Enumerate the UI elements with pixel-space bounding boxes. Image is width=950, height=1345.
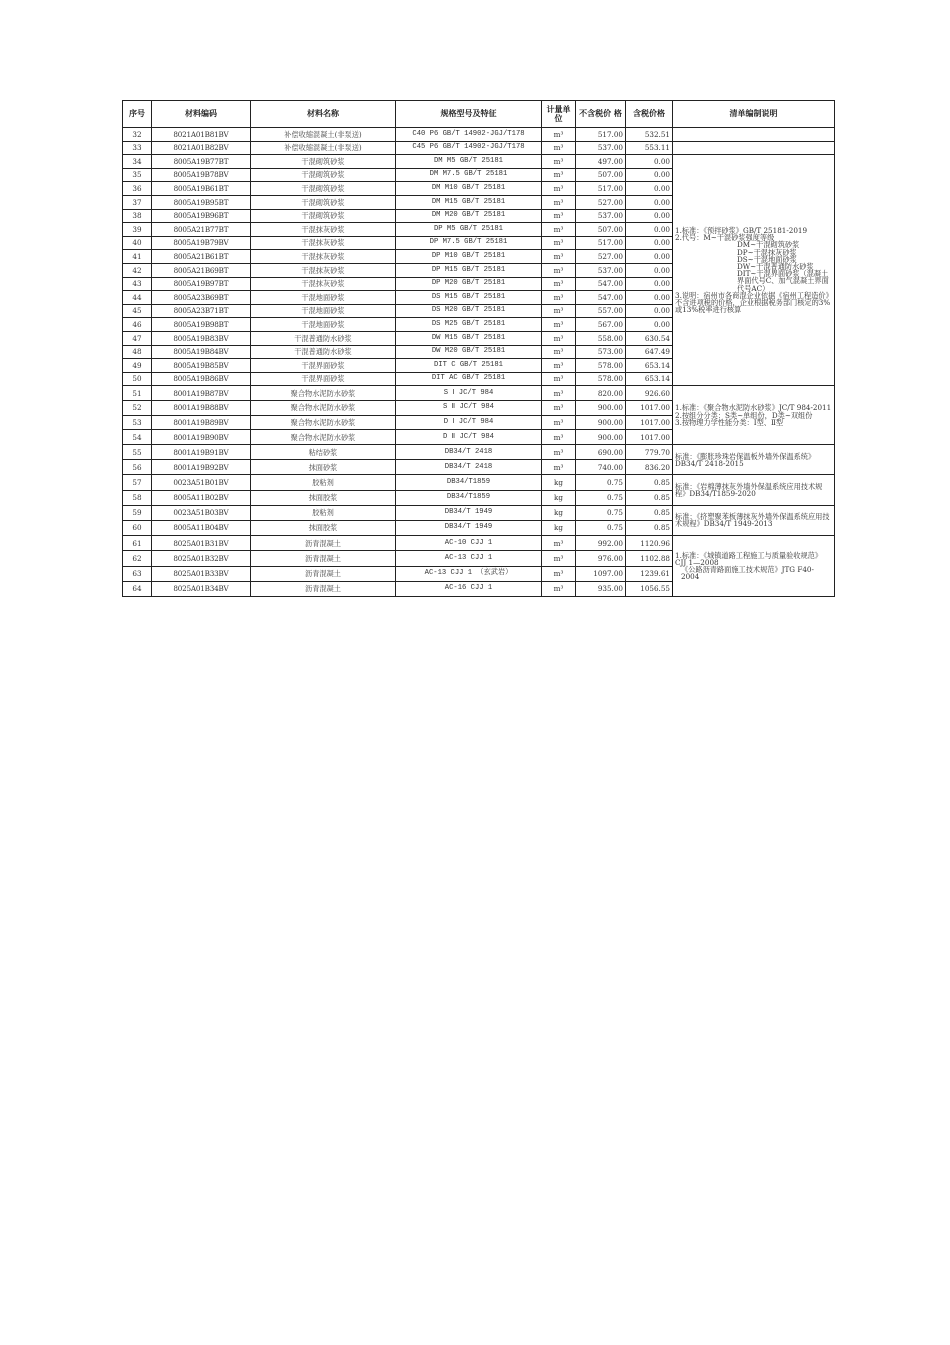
spec-cell: DW M15 GB/T 25181 xyxy=(396,331,542,345)
price-inc-tax-cell: 0.00 xyxy=(626,263,673,277)
unit-cell: m³ xyxy=(542,236,576,250)
price-ex-tax-cell: 820.00 xyxy=(576,386,626,401)
material-code-cell: 8005A19B84BV xyxy=(152,345,251,359)
unit-cell: m³ xyxy=(542,168,576,182)
spec-cell: DP M5 GB/T 25181 xyxy=(396,223,542,237)
material-code-cell: 8001A19B89BV xyxy=(152,415,251,430)
unit-cell: m³ xyxy=(542,331,576,345)
material-name-cell: 干混砌筑砂浆 xyxy=(251,195,396,209)
material-name-cell: 抹面胶浆 xyxy=(251,490,396,505)
row-number-cell: 47 xyxy=(123,331,152,345)
material-name-cell: 胶粘剂 xyxy=(251,475,396,490)
note-cell xyxy=(673,128,835,142)
price-ex-tax-cell: 690.00 xyxy=(576,445,626,460)
unit-cell: m³ xyxy=(542,460,576,475)
row-number-cell: 49 xyxy=(123,359,152,373)
price-inc-tax-cell: 0.00 xyxy=(626,304,673,318)
unit-cell: kg xyxy=(542,475,576,490)
material-name-cell: 干混砌筑砂浆 xyxy=(251,182,396,196)
table-row xyxy=(123,445,835,460)
note-line: 2.按组分分类：S类~单组份，D类~双组份 xyxy=(675,410,813,420)
price-inc-tax-cell: 0.00 xyxy=(626,182,673,196)
material-name-cell: 补偿收缩混凝土(非泵送) xyxy=(251,128,396,142)
unit-cell: m³ xyxy=(542,536,576,551)
price-ex-tax-cell: 527.00 xyxy=(576,250,626,264)
material-code-cell: 8021A01B82BV xyxy=(152,141,251,155)
material-name-cell: 干混界面砂浆 xyxy=(251,372,396,386)
header-note: 清单编制说明 xyxy=(673,101,835,128)
row-number-cell: 32 xyxy=(123,128,152,142)
row-number-cell: 48 xyxy=(123,345,152,359)
unit-cell: m³ xyxy=(542,250,576,264)
unit-cell: kg xyxy=(542,490,576,505)
spec-cell: DB34/T1859 xyxy=(396,475,542,490)
table-row xyxy=(123,505,835,520)
table-row xyxy=(123,141,835,155)
row-number-cell: 42 xyxy=(123,263,152,277)
price-inc-tax-cell: 1056.55 xyxy=(626,581,673,596)
row-number-cell: 60 xyxy=(123,520,152,535)
table-row xyxy=(123,128,835,142)
price-inc-tax-cell: 1239.61 xyxy=(626,566,673,581)
material-code-cell: 8005A19B61BT xyxy=(152,182,251,196)
unit-cell: m³ xyxy=(542,195,576,209)
header-unit: 计量单位 xyxy=(542,101,576,128)
price-inc-tax-cell: 1017.00 xyxy=(626,415,673,430)
price-ex-tax-cell: 1097.00 xyxy=(576,566,626,581)
price-ex-tax-cell: 558.00 xyxy=(576,331,626,345)
material-code-cell: 8005A21B61BT xyxy=(152,250,251,264)
material-name-cell: 干混抹灰砂浆 xyxy=(251,223,396,237)
material-code-cell: 8005A11B04BV xyxy=(152,520,251,535)
price-ex-tax-cell: 537.00 xyxy=(576,263,626,277)
spec-cell: DB34/T 1949 xyxy=(396,520,542,535)
material-name-cell: 干混砌筑砂浆 xyxy=(251,155,396,169)
material-name-cell: 聚合物水泥防水砂浆 xyxy=(251,386,396,401)
material-name-cell: 干混普通防水砂浆 xyxy=(251,331,396,345)
spec-cell: C45 P6 GB/T 14902-JGJ/T178 xyxy=(396,141,542,155)
material-code-cell: 8005A11B02BV xyxy=(152,490,251,505)
price-inc-tax-cell: 0.00 xyxy=(626,250,673,264)
price-inc-tax-cell: 926.60 xyxy=(626,386,673,401)
row-number-cell: 39 xyxy=(123,223,152,237)
note-line: 1.标准：《城镇道路工程施工与质量验收规范》CJJ 1—2008 xyxy=(675,550,823,567)
spec-cell: AC-16 CJJ 1 xyxy=(396,581,542,596)
material-code-cell: 8025A01B34BV xyxy=(152,581,251,596)
spec-cell: DP M7.5 GB/T 25181 xyxy=(396,236,542,250)
material-name-cell: 聚合物水泥防水砂浆 xyxy=(251,400,396,415)
price-ex-tax-cell: 578.00 xyxy=(576,359,626,373)
row-number-cell: 54 xyxy=(123,430,152,445)
price-inc-tax-cell: 1120.96 xyxy=(626,536,673,551)
row-number-cell: 34 xyxy=(123,155,152,169)
material-code-cell: 8021A01B81BV xyxy=(152,128,251,142)
table-row xyxy=(123,536,835,551)
unit-cell: m³ xyxy=(542,318,576,332)
unit-cell: m³ xyxy=(542,304,576,318)
price-inc-tax-cell: 0.00 xyxy=(626,209,673,223)
material-code-cell: 8001A19B88BV xyxy=(152,400,251,415)
material-code-cell: 0023A51B03BV xyxy=(152,505,251,520)
note-cell xyxy=(673,536,835,597)
material-code-cell: 8005A19B86BV xyxy=(152,372,251,386)
price-inc-tax-cell: 779.70 xyxy=(626,445,673,460)
price-inc-tax-cell: 630.54 xyxy=(626,331,673,345)
unit-cell: m³ xyxy=(542,141,576,155)
spec-cell: DP M15 GB/T 25181 xyxy=(396,263,542,277)
row-number-cell: 59 xyxy=(123,505,152,520)
spec-cell: DP M10 GB/T 25181 xyxy=(396,250,542,264)
row-number-cell: 62 xyxy=(123,551,152,566)
unit-cell: m³ xyxy=(542,581,576,596)
note-line: 3.说明：宿州市各商混企业依据《宿州工程造价》不含进项税的价格，企业根据税务部门核定的3%或13%税率进行核算 xyxy=(675,290,831,315)
note-line: 2.代号：M~干混砂浆强度等级 xyxy=(675,233,775,243)
material-name-cell: 干混抹灰砂浆 xyxy=(251,277,396,291)
material-code-cell: 8001A19B91BV xyxy=(152,445,251,460)
material-name-cell: 干混地面砂浆 xyxy=(251,318,396,332)
material-name-cell: 干混地面砂浆 xyxy=(251,291,396,305)
material-name-cell: 胶粘剂 xyxy=(251,505,396,520)
row-number-cell: 38 xyxy=(123,209,152,223)
table-body xyxy=(123,128,835,597)
material-code-cell: 8005A19B95BT xyxy=(152,195,251,209)
note-text: 标准：《挤塑聚苯板薄抹灰外墙外保温系统应用技术规程》DB34/T 1949-2013 xyxy=(675,512,830,529)
row-number-cell: 45 xyxy=(123,304,152,318)
material-code-cell: 8005A19B83BV xyxy=(152,331,251,345)
price-inc-tax-cell: 532.51 xyxy=(626,128,673,142)
spec-cell: DB34/T 2418 xyxy=(396,460,542,475)
material-code-cell: 8025A01B33BV xyxy=(152,566,251,581)
row-number-cell: 46 xyxy=(123,318,152,332)
price-inc-tax-cell: 0.85 xyxy=(626,520,673,535)
spec-cell: AC-13 CJJ 1 （玄武岩） xyxy=(396,566,542,581)
spec-cell: C40 P6 GB/T 14902-JGJ/T178 xyxy=(396,128,542,142)
spec-cell: DW M20 GB/T 25181 xyxy=(396,345,542,359)
spec-cell: S Ⅰ JC/T 984 xyxy=(396,386,542,401)
material-code-cell: 8005A19B85BV xyxy=(152,359,251,373)
spec-cell: DS M15 GB/T 25181 xyxy=(396,291,542,305)
price-inc-tax-cell: 653.14 xyxy=(626,359,673,373)
row-number-cell: 41 xyxy=(123,250,152,264)
row-number-cell: 53 xyxy=(123,415,152,430)
unit-cell: m³ xyxy=(542,182,576,196)
row-number-cell: 63 xyxy=(123,566,152,581)
price-inc-tax-cell: 0.85 xyxy=(626,475,673,490)
unit-cell: m³ xyxy=(542,430,576,445)
spec-cell: DB34/T 1949 xyxy=(396,505,542,520)
material-code-cell: 8001A19B90BV xyxy=(152,430,251,445)
table-row xyxy=(123,386,835,401)
price-inc-tax-cell: 0.00 xyxy=(626,168,673,182)
price-ex-tax-cell: 900.00 xyxy=(576,400,626,415)
spec-cell: DM M5 GB/T 25181 xyxy=(396,155,542,169)
unit-cell: kg xyxy=(542,520,576,535)
material-name-cell: 沥青混凝土 xyxy=(251,536,396,551)
spec-cell: DS M25 GB/T 25181 xyxy=(396,318,542,332)
unit-cell: m³ xyxy=(542,263,576,277)
unit-cell: m³ xyxy=(542,345,576,359)
price-ex-tax-cell: 935.00 xyxy=(576,581,626,596)
material-code-cell: 8005A19B77BT xyxy=(152,155,251,169)
header-no: 序号 xyxy=(123,101,152,128)
unit-cell: m³ xyxy=(542,277,576,291)
unit-cell: m³ xyxy=(542,445,576,460)
header-spec: 规格型号及特征 xyxy=(396,101,542,128)
material-code-cell: 8005A23B69BT xyxy=(152,291,251,305)
row-number-cell: 37 xyxy=(123,195,152,209)
spec-cell: DIT AC GB/T 25181 xyxy=(396,372,542,386)
spec-cell: D Ⅱ JC/T 984 xyxy=(396,430,542,445)
header-code: 材料编码 xyxy=(152,101,251,128)
spec-cell: S Ⅱ JC/T 984 xyxy=(396,400,542,415)
note-cell xyxy=(673,475,835,505)
price-ex-tax-cell: 740.00 xyxy=(576,460,626,475)
unit-cell: m³ xyxy=(542,359,576,373)
price-inc-tax-cell: 0.00 xyxy=(626,318,673,332)
price-ex-tax-cell: 507.00 xyxy=(576,223,626,237)
note-line: 3.按物理力学性能分类：Ⅰ型、Ⅱ型 xyxy=(675,417,784,427)
price-ex-tax-cell: 0.75 xyxy=(576,475,626,490)
price-ex-tax-cell: 527.00 xyxy=(576,195,626,209)
price-ex-tax-cell: 900.00 xyxy=(576,430,626,445)
note-cell xyxy=(673,141,835,155)
note-text: 标准：《膨胀珍珠岩保温板外墙外保温系统》DB34/T 2418-2015 xyxy=(675,451,816,468)
price-ex-tax-cell: 567.00 xyxy=(576,318,626,332)
note-text: 标准：《岩棉薄抹灰外墙外保温系统应用技术规程》DB34/T1859-2020 xyxy=(675,481,823,499)
unit-cell: m³ xyxy=(542,291,576,305)
note-cell xyxy=(673,505,835,535)
material-code-cell: 8001A19B92BV xyxy=(152,460,251,475)
spec-cell: DM M15 GB/T 25181 xyxy=(396,195,542,209)
header-row xyxy=(123,101,835,128)
material-name-cell: 干混抹灰砂浆 xyxy=(251,263,396,277)
unit-cell: m³ xyxy=(542,415,576,430)
note-line: 1.标准：《聚合物水泥防水砂浆》JC/T 984-2011 xyxy=(675,403,832,413)
spec-cell: D Ⅰ JC/T 984 xyxy=(396,415,542,430)
note-cell xyxy=(673,386,835,445)
price-ex-tax-cell: 517.00 xyxy=(576,182,626,196)
material-code-cell: 8005A23B71BT xyxy=(152,304,251,318)
note-line: DS~干混地面砂浆 xyxy=(737,254,797,264)
price-ex-tax-cell: 573.00 xyxy=(576,345,626,359)
material-price-table xyxy=(122,100,835,597)
row-number-cell: 43 xyxy=(123,277,152,291)
row-number-cell: 56 xyxy=(123,460,152,475)
price-ex-tax-cell: 517.00 xyxy=(576,236,626,250)
price-inc-tax-cell: 0.85 xyxy=(626,505,673,520)
row-number-cell: 44 xyxy=(123,291,152,305)
spec-cell: DS M20 GB/T 25181 xyxy=(396,304,542,318)
material-name-cell: 干混砌筑砂浆 xyxy=(251,209,396,223)
row-number-cell: 55 xyxy=(123,445,152,460)
material-name-cell: 干混普通防水砂浆 xyxy=(251,345,396,359)
spec-cell: DIT C GB/T 25181 xyxy=(396,359,542,373)
price-ex-tax-cell: 507.00 xyxy=(576,168,626,182)
table-row xyxy=(123,475,835,490)
price-inc-tax-cell: 1102.88 xyxy=(626,551,673,566)
spec-cell: DB34/T 2418 xyxy=(396,445,542,460)
row-number-cell: 61 xyxy=(123,536,152,551)
note-line: DW~干混普通防水砂浆 xyxy=(737,262,814,272)
header-name: 材料名称 xyxy=(251,101,396,128)
material-code-cell: 0023A51B01BV xyxy=(152,475,251,490)
row-number-cell: 58 xyxy=(123,490,152,505)
price-ex-tax-cell: 0.75 xyxy=(576,505,626,520)
material-code-cell: 8005A19B78BV xyxy=(152,168,251,182)
row-number-cell: 52 xyxy=(123,400,152,415)
material-code-cell: 8005A21B69BT xyxy=(152,263,251,277)
header-price-inc-tax: 含税价格 xyxy=(626,101,673,128)
price-inc-tax-cell: 0.00 xyxy=(626,277,673,291)
price-inc-tax-cell: 0.00 xyxy=(626,223,673,237)
row-number-cell: 57 xyxy=(123,475,152,490)
note-line: DM~干混砌筑砂浆 xyxy=(737,240,800,250)
material-code-cell: 8005A19B96BT xyxy=(152,209,251,223)
material-name-cell: 沥青混凝土 xyxy=(251,566,396,581)
unit-cell: m³ xyxy=(542,223,576,237)
spec-cell: AC-13 CJJ 1 xyxy=(396,551,542,566)
price-inc-tax-cell: 1017.00 xyxy=(626,400,673,415)
price-ex-tax-cell: 557.00 xyxy=(576,304,626,318)
price-ex-tax-cell: 900.00 xyxy=(576,415,626,430)
spec-cell: DM M7.5 GB/T 25181 xyxy=(396,168,542,182)
unit-cell: m³ xyxy=(542,551,576,566)
row-number-cell: 33 xyxy=(123,141,152,155)
unit-cell: m³ xyxy=(542,209,576,223)
price-ex-tax-cell: 976.00 xyxy=(576,551,626,566)
table-row xyxy=(123,155,835,169)
price-inc-tax-cell: 653.14 xyxy=(626,372,673,386)
unit-cell: m³ xyxy=(542,400,576,415)
price-inc-tax-cell: 0.00 xyxy=(626,155,673,169)
price-ex-tax-cell: 0.75 xyxy=(576,520,626,535)
material-name-cell: 聚合物水泥防水砂浆 xyxy=(251,415,396,430)
price-inc-tax-cell: 647.49 xyxy=(626,345,673,359)
row-number-cell: 35 xyxy=(123,168,152,182)
price-ex-tax-cell: 992.00 xyxy=(576,536,626,551)
unit-cell: m³ xyxy=(542,128,576,142)
material-name-cell: 沥青混凝土 xyxy=(251,581,396,596)
row-number-cell: 36 xyxy=(123,182,152,196)
note-line: 《公路沥青路面施工技术规范》JTG F40-2004 xyxy=(681,565,814,582)
spec-cell: DM M10 GB/T 25181 xyxy=(396,182,542,196)
note-cell xyxy=(673,445,835,475)
price-inc-tax-cell: 0.00 xyxy=(626,195,673,209)
material-code-cell: 8025A01B32BV xyxy=(152,551,251,566)
price-ex-tax-cell: 0.75 xyxy=(576,490,626,505)
unit-cell: m³ xyxy=(542,155,576,169)
material-name-cell: 干混地面砂浆 xyxy=(251,304,396,318)
material-name-cell: 抹面砂浆 xyxy=(251,460,396,475)
price-inc-tax-cell: 553.11 xyxy=(626,141,673,155)
material-code-cell: 8005A19B98BT xyxy=(152,318,251,332)
price-inc-tax-cell: 1017.00 xyxy=(626,430,673,445)
note-cell xyxy=(673,155,835,386)
material-name-cell: 干混界面砂浆 xyxy=(251,359,396,373)
note-line: 1.标准：《预拌砂浆》GB/T 25181-2019 xyxy=(675,226,808,236)
unit-cell: kg xyxy=(542,505,576,520)
material-name-cell: 干混抹灰砂浆 xyxy=(251,250,396,264)
material-name-cell: 干混砌筑砂浆 xyxy=(251,168,396,182)
unit-cell: m³ xyxy=(542,372,576,386)
unit-cell: m³ xyxy=(542,386,576,401)
price-ex-tax-cell: 537.00 xyxy=(576,141,626,155)
price-inc-tax-cell: 0.85 xyxy=(626,490,673,505)
price-inc-tax-cell: 836.20 xyxy=(626,460,673,475)
material-name-cell: 抹面胶浆 xyxy=(251,520,396,535)
note-line: DP~干混抹灰砂浆 xyxy=(737,247,797,257)
material-name-cell: 聚合物水泥防水砂浆 xyxy=(251,430,396,445)
material-name-cell: 沥青混凝土 xyxy=(251,551,396,566)
price-ex-tax-cell: 547.00 xyxy=(576,291,626,305)
note-line: DIT~干混界面砂浆（混凝土界面代号C、加气混凝土界面代号AC） xyxy=(737,269,829,293)
price-inc-tax-cell: 0.00 xyxy=(626,236,673,250)
price-ex-tax-cell: 517.00 xyxy=(576,128,626,142)
price-ex-tax-cell: 547.00 xyxy=(576,277,626,291)
spec-cell: DM M20 GB/T 25181 xyxy=(396,209,542,223)
spec-cell: DB34/T1859 xyxy=(396,490,542,505)
price-ex-tax-cell: 497.00 xyxy=(576,155,626,169)
material-name-cell: 干混抹灰砂浆 xyxy=(251,236,396,250)
material-code-cell: 8025A01B31BV xyxy=(152,536,251,551)
spec-cell: DP M20 GB/T 25181 xyxy=(396,277,542,291)
row-number-cell: 40 xyxy=(123,236,152,250)
material-code-cell: 8005A21B77BT xyxy=(152,223,251,237)
price-inc-tax-cell: 0.00 xyxy=(626,291,673,305)
price-ex-tax-cell: 537.00 xyxy=(576,209,626,223)
unit-cell: m³ xyxy=(542,566,576,581)
header-price-ex-tax: 不含税价 格 xyxy=(576,101,626,128)
spec-cell: AC-10 CJJ 1 xyxy=(396,536,542,551)
material-code-cell: 8005A19B97BT xyxy=(152,277,251,291)
row-number-cell: 50 xyxy=(123,372,152,386)
material-name-cell: 补偿收缩混凝土(非泵送) xyxy=(251,141,396,155)
material-code-cell: 8005A19B79BV xyxy=(152,236,251,250)
row-number-cell: 64 xyxy=(123,581,152,596)
material-name-cell: 粘结砂浆 xyxy=(251,445,396,460)
row-number-cell: 51 xyxy=(123,386,152,401)
material-code-cell: 8001A19B87BV xyxy=(152,386,251,401)
price-ex-tax-cell: 578.00 xyxy=(576,372,626,386)
